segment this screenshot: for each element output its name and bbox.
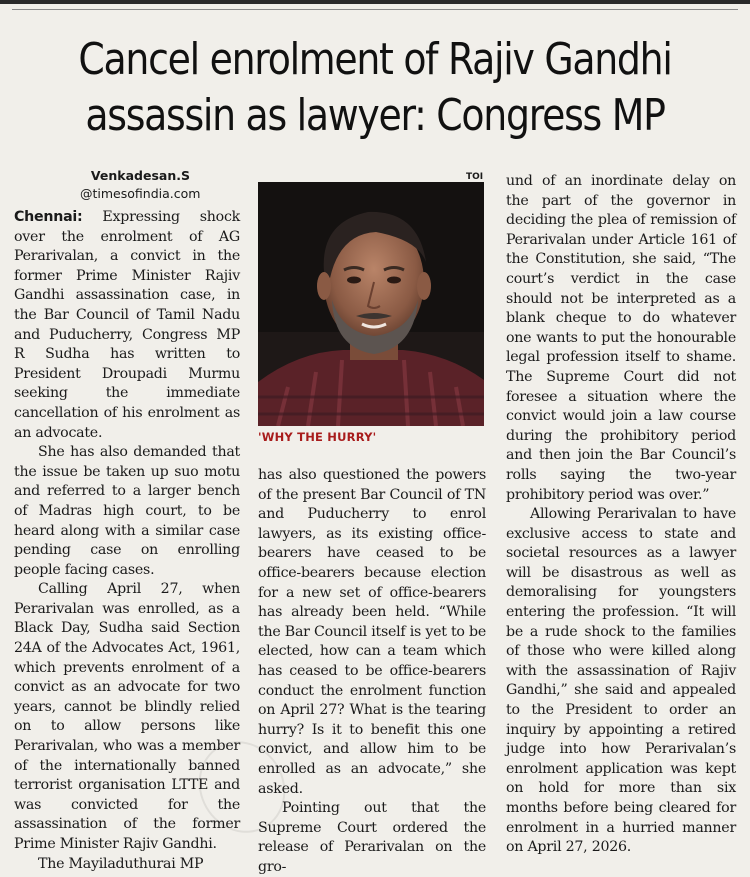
paragraph: has also questioned the powers of the present Bar Council of TN and Puducherry to enrol lawyers, as its existing office-bearers have ceased to be office-bearers because election for a new set of office-bearers has already been held. “While the Bar Council itself is yet to be elected, how can a team which has ceased to be office-bearers conduct the enrolment function on April 27? What is the tearing hurry? Is it to benefit this one convict, and allow him to be enrolled as an advocate,” she asked. [258,467,486,797]
paragraph: Pointing out that the Supreme Court ordered the release of Perarivalan on the gro- [258,800,486,875]
top-rule [0,0,750,4]
paragraph: und of an inordinate delay on the part of the governor in deciding the plea of remission of Perarivalan under Article 161 of the Constitution, she said, “The court’s verdict in the case should not be interpreted as a blank cheque to do whatever one wants to put the honourable legal profession itself to shame. The Supreme Court did not foresee a situation where the convict would join a law course during the prohibitory period and then join the Bar Council’s rolls saying the two-year prohibitory period was over.” [506,173,736,503]
headline [53,32,698,144]
top-hairline [12,9,738,10]
paragraph: She has also demanded that the issue be taken up suo motu and referred to a larger bench of Madras high court, to be heard along with a similar case pending case on enrolling people facing cases. [14,444,240,578]
byline-handle: @timesofindia.com [80,186,201,201]
article-column-3 [506,172,736,858]
headline-line-1: Cancel enrolment of Rajiv Gandhi [78,34,672,85]
photo-credit: TOI [466,172,484,182]
article-column-2 [258,466,486,877]
photo-caption: 'WHY THE HURRY' [258,430,377,444]
dateline: Chennai: [14,209,83,225]
portrait-photo-icon [258,182,484,426]
paragraph-text: Expressing shock over the enrolment of AG Perarivalan, a convict in the former Prime Minister Rajiv Gandhi assassination case, in the Bar Council of Tamil Nadu and Puducherry, Congress MP R Sudha has written to President Droupadi Murmu seeking the immediate cancellation of his enrolment as an advocate. [14,209,241,441]
paragraph: Allowing Perarivalan to have exclusive access to state and societal resources as a lawyer will be disastrous as well as demoralising for youngsters entering the profession. “It will be a rude shock to the families of those who were killed along with the assassination of Rajiv Gandhi,” she said and appealed to the President to order an inquiry by appointing a retired judge into how Perarivalan’s enrolment application was kept on hold for more than six months before being cleared for enrolment in a hurried manner on April 27, 2026. [506,506,736,856]
headline-line-2: assassin as lawyer: Congress MP [85,90,665,141]
byline [80,167,201,203]
paragraph [14,208,240,443]
paragraph: Calling April 27, when Perarivalan was enrolled, as a Black Day, Sudha said Section 24A of the Advocates Act, 1961, which prevents enrolment of a convict as an advocate for two years, cannot be blindly relied on to allow persons like Perarivalan, who was a member of the internationally banned terrorist organisation LTTE and was convicted for the assassination of the former Prime Minister Rajiv Gandhi. [14,581,240,852]
byline-name: Venkadesan.S [90,168,190,183]
paragraph: The Mayiladuthurai MP [38,855,204,872]
